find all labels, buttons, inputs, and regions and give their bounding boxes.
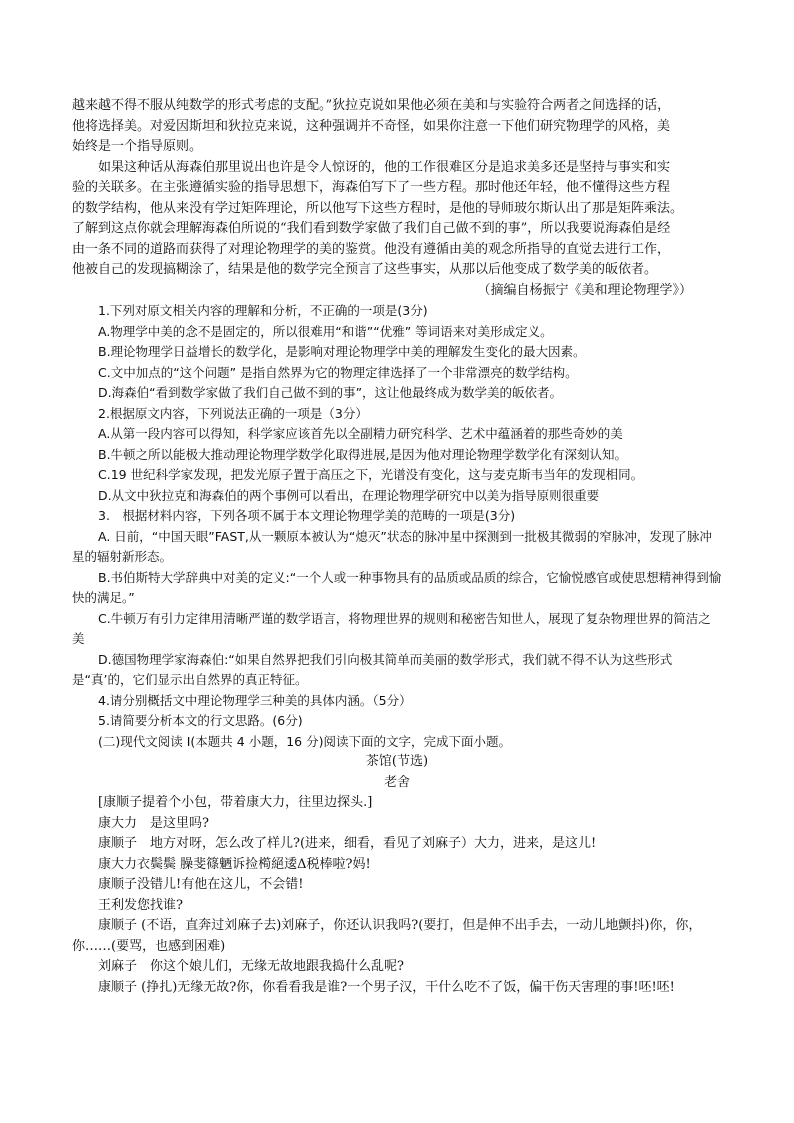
excerpt-title: 茶馆(节选) — [365, 754, 429, 769]
dialogue-line: 康顺子 (不语，直奔过刘麻子去)刘麻子，你还认识我吗?(要打，但是伸不出手去，一动儿地颤抖)你，你，你……(要骂，也感到困难) — [72, 918, 702, 954]
dialogue-line: 康顺子 地方对呀，怎么改了样儿?(进来，细看，看见了刘麻子）大力，进来，是这儿! — [98, 836, 597, 851]
dialogue-line: 王利发您找谁? — [98, 897, 183, 913]
option-b: B.书伯斯特大学辞典中对美的定义:“一个人或一种事物具有的品质或品质的综合，它愉悦感官或使思想精神得到愉快的满足。” — [72, 569, 722, 605]
question-1 — [72, 301, 722, 404]
passage-paragraph-2 — [72, 158, 722, 281]
source-citation: （摘编自杨振宁《美和理论物理学》） — [477, 282, 692, 298]
question-stem: 3. 根据材料内容，下列各项不属于本文理论物理学美的范畴的一项是(3分) — [98, 508, 516, 523]
question-2 — [72, 404, 722, 507]
excerpt-author: 老舍 — [383, 774, 410, 790]
question-3 — [72, 506, 722, 691]
question-stem: 2.根据原文内容，下列说法正确的一项是（3分） — [98, 405, 368, 421]
text-line: 如果这种话从海森伯那里说出也许是令人惊讶的，他的工作很难区分是追求美多还是坚持与事实和实 — [98, 159, 671, 175]
question-4: 4.请分别概括文中理论物理学三种美的具体内涵。（5分） — [98, 692, 412, 708]
document-page — [72, 96, 722, 998]
text-line: 他将选择美。对爱因斯坦和狄拉克来说，这种强调并不奇怪，如果你注意一下他们研究物理学的风格，美 — [72, 118, 671, 134]
dialogue-line: [康顺子提着个小包，带着康大力，往里边探头.] — [98, 795, 373, 810]
text-line: 的数学结构，他从来没有学过矩阵理论，所以他写下这些方程时，是他的导师玻尔斯认出了那是矩阵乘法。 — [72, 200, 684, 216]
option-a: A.从第一段内容可以得知，科学家应该首先以全副精力研究科学、艺术中蕴涵着的那些奇妙的美 — [98, 426, 623, 441]
text-line: 了解到这点你就会理解海森伯所说的“我们看到数学家做了我们自己做不到的事”，所以我要说海森伯是经 — [72, 221, 671, 236]
dialogue-line: 康顺子 (挣扎)无缘无故?你，你看看我是谁?一个男子汉，干什么吃不了饭，偏干伤天害理的事!呸!呸! — [98, 979, 675, 995]
option-d: D.从文中狄拉克和海森伯的两个事例可以看出，在理论物理学研究中以美为指导原则很重要 — [98, 487, 600, 503]
section-heading: (二)现代文阅读 I(本题共 4 小题，16 分)阅读下面的文字，完成下面小题。 — [98, 733, 511, 749]
text-line: 越来越不得不服从纯数学的形式考虑的支配。”狄拉克说如果他必须在美和与实验符合两者之间选择的话， — [72, 98, 671, 113]
text-line: 验的关联多。在主张遵循实验的指导思想下，海森伯写下了一些方程。那时他还年轻，他不懂得这些方程 — [72, 180, 671, 195]
dialogue-line: 康大力衣鬓鬓 臊斐篠魉诉捡橁絕逶Δ税棒啦?妈! — [98, 856, 371, 872]
option-a: A. 日前，“中国天眼”FAST,从一颗原本被认为“熄灭”状态的脉冲星中探测到一批极其微弱的窄脉冲，发现了脉冲星的辐射新形态。 — [72, 528, 712, 564]
text-line: 他被自己的发现搞糊涂了，结果是他的数学完全预言了这些事实，从那以后他变成了数学美的皈依者。 — [72, 262, 658, 277]
option-d: D.海森伯“看到数学家做了我们自己做不到的事”，这让他最终成为数学美的皈依者。 — [98, 385, 563, 400]
option-c: C.文中加点的“这个问题” 是指自然界为它的物理定律选择了一个非常漂亮的数学结构。 — [98, 364, 578, 380]
dialogue-line: 康顺子没错儿!有他在这儿，不会错! — [98, 877, 304, 892]
question-stem: 1.下列对原文相关内容的理解和分析，不正确的一项是(3分) — [98, 303, 428, 318]
script-dialogue — [72, 793, 722, 998]
option-c: C.19 世纪科学家发现，把发光原子置于高压之下，光谱没有变化，这与麦克斯韦当年的发现相同。 — [98, 467, 644, 482]
dialogue-line: 刘麻子 你这个娘儿们，无缘无故地跟我捣什么乱呢? — [98, 959, 404, 974]
dialogue-line: 康大力 是这里吗? — [98, 815, 209, 831]
option-b: B.理论物理学日益增长的数学化，是影响对理论物理学中美的理解发生变化的最大因素。 — [98, 344, 586, 359]
option-b: B.牛顿之所以能极大推动理论物理学数学化取得进展,是因为他对理论物理学数学化有深刻认知。 — [98, 446, 628, 462]
text-line: 由一条不同的道路而获得了对理论物理学的美的鉴赏。他没有遵循由美的观念所指导的直觉去进行工作， — [72, 241, 671, 257]
passage-paragraph-1 — [72, 96, 722, 158]
question-5: 5.请简要分析本文的行文思路。(6分) — [98, 713, 303, 728]
option-d: D.德国物理学家海森伯:“如果自然界把我们引向极其简单而美丽的数学形式，我们就不得不认为这些形式是“真’的，它们显示出自然界的真正特征。 — [72, 651, 673, 687]
option-c: C.牛顿万有引力定律用清晰严谨的数学语言，将物理世界的规则和秘密告知世人，展现了复杂物理世界的简洁之美 — [72, 610, 711, 646]
option-a: A.物理学中美的念不是固定的，所以很难用“和谐”“优雅” 等词语来对美形成定义。 — [98, 323, 553, 339]
text-line: 始终是一个指导原则。 — [72, 139, 203, 154]
